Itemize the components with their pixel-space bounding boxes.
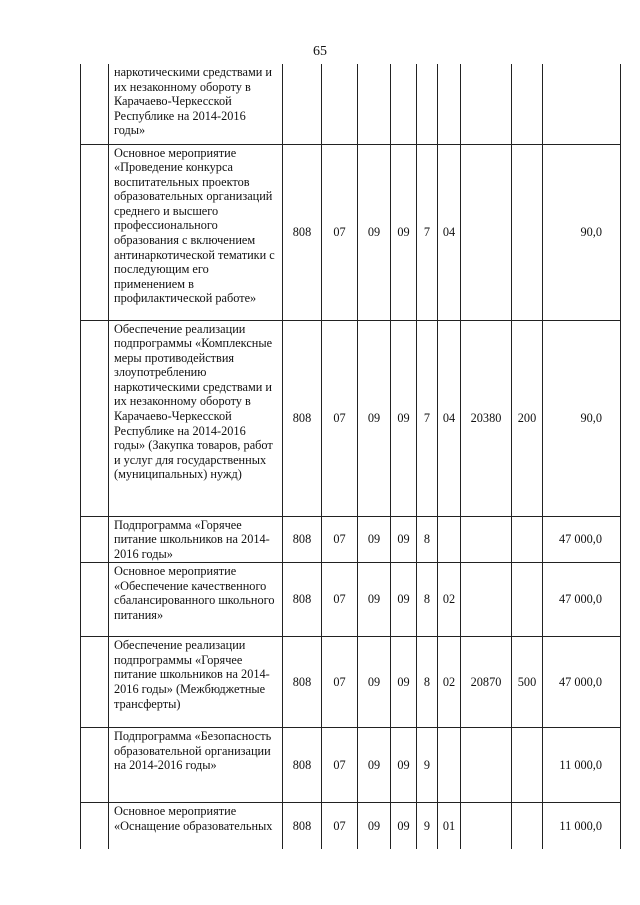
activity-code-cell: 02 — [438, 637, 461, 728]
row-number-cell — [81, 563, 109, 637]
program-name-cell: Обеспечение реализации подпрограммы «Горячее питание школьников на 2014-2016 годы» (Межбюджетные трансферты) — [109, 637, 283, 728]
subprogram-code-cell: 8 — [417, 637, 438, 728]
ministry-code-cell: 808 — [283, 803, 322, 849]
program-name-cell: Подпрограмма «Безопасность образовательной организации на 2014-2016 годы» — [109, 728, 283, 803]
program-code-cell: 09 — [391, 563, 417, 637]
table-row — [81, 637, 621, 728]
expense-type-code-cell — [512, 728, 543, 803]
subsection-code-cell: 09 — [358, 803, 391, 849]
ministry-code-cell — [283, 64, 322, 144]
ministry-code-cell: 808 — [283, 728, 322, 803]
table-row — [81, 144, 621, 320]
budget-table — [80, 64, 621, 849]
subprogram-code-cell: 8 — [417, 563, 438, 637]
section-code-cell: 07 — [322, 320, 358, 516]
section-code-cell: 07 — [322, 637, 358, 728]
expense-type-code-cell — [512, 516, 543, 563]
program-code-cell: 09 — [391, 728, 417, 803]
program-code-cell: 09 — [391, 803, 417, 849]
table-row — [81, 803, 621, 849]
program-code-cell: 09 — [391, 516, 417, 563]
subsection-code-cell — [358, 64, 391, 144]
activity-code-cell: 01 — [438, 803, 461, 849]
expense-type-code-cell — [512, 64, 543, 144]
program-name-cell: наркотическими средствами и их незаконному обороту в Карачаево-Черкесской Республике на 2014-2016 годы» — [109, 64, 283, 144]
amount-cell: 90,0 — [543, 144, 621, 320]
table-row — [81, 320, 621, 516]
direction-code-cell — [461, 728, 512, 803]
expense-type-code-cell: 500 — [512, 637, 543, 728]
direction-code-cell — [461, 563, 512, 637]
program-name-cell: Основное мероприятие «Оснащение образовательных — [109, 803, 283, 849]
direction-code-cell: 20380 — [461, 320, 512, 516]
amount-cell: 47 000,0 — [543, 563, 621, 637]
row-number-cell — [81, 728, 109, 803]
section-code-cell: 07 — [322, 563, 358, 637]
expense-type-code-cell — [512, 563, 543, 637]
amount-cell — [543, 64, 621, 144]
subprogram-code-cell: 8 — [417, 516, 438, 563]
table-row — [81, 64, 621, 144]
subsection-code-cell: 09 — [358, 563, 391, 637]
program-name-cell: Основное мероприятие «Обеспечение качественного сбалансированного школьного питания» — [109, 563, 283, 637]
row-number-cell — [81, 320, 109, 516]
direction-code-cell — [461, 803, 512, 849]
subprogram-code-cell — [417, 64, 438, 144]
subsection-code-cell: 09 — [358, 637, 391, 728]
section-code-cell: 07 — [322, 728, 358, 803]
ministry-code-cell: 808 — [283, 320, 322, 516]
page-number: 65 — [313, 44, 327, 59]
amount-cell: 90,0 — [543, 320, 621, 516]
subsection-code-cell: 09 — [358, 516, 391, 563]
ministry-code-cell: 808 — [283, 516, 322, 563]
table-row — [81, 563, 621, 637]
subprogram-code-cell: 7 — [417, 144, 438, 320]
program-code-cell: 09 — [391, 144, 417, 320]
row-number-cell — [81, 144, 109, 320]
amount-cell: 11 000,0 — [543, 803, 621, 849]
amount-cell: 47 000,0 — [543, 516, 621, 563]
section-code-cell: 07 — [322, 144, 358, 320]
ministry-code-cell: 808 — [283, 637, 322, 728]
program-name-cell: Основное мероприятие «Проведение конкурса воспитательных проектов образовательных организаций среднего и высшего профессионального образования с включением антинаркотической тематики с последующим его применением в профилактической работе» — [109, 144, 283, 320]
expense-type-code-cell — [512, 803, 543, 849]
budget-table-container — [80, 64, 620, 849]
program-code-cell: 09 — [391, 320, 417, 516]
section-code-cell: 07 — [322, 516, 358, 563]
subsection-code-cell: 09 — [358, 728, 391, 803]
direction-code-cell — [461, 144, 512, 320]
row-number-cell — [81, 516, 109, 563]
row-number-cell — [81, 637, 109, 728]
subprogram-code-cell: 9 — [417, 803, 438, 849]
activity-code-cell — [438, 64, 461, 144]
activity-code-cell: 04 — [438, 320, 461, 516]
subprogram-code-cell: 9 — [417, 728, 438, 803]
program-code-cell: 09 — [391, 637, 417, 728]
row-number-cell — [81, 64, 109, 144]
expense-type-code-cell: 200 — [512, 320, 543, 516]
subsection-code-cell: 09 — [358, 144, 391, 320]
direction-code-cell — [461, 64, 512, 144]
activity-code-cell: 02 — [438, 563, 461, 637]
ministry-code-cell: 808 — [283, 144, 322, 320]
direction-code-cell — [461, 516, 512, 563]
program-name-cell: Обеспечение реализации подпрограммы «Комплексные меры противодействия злоупотреблению наркотическими средствами и их незаконному обороту в Карачаево-Черкесской Республике на 2014-2016 годы» (Закупка товаров, работ и услуг для государственных (муниципальных) нужд) — [109, 320, 283, 516]
subprogram-code-cell: 7 — [417, 320, 438, 516]
activity-code-cell — [438, 516, 461, 563]
direction-code-cell: 20870 — [461, 637, 512, 728]
expense-type-code-cell — [512, 144, 543, 320]
activity-code-cell — [438, 728, 461, 803]
table-row — [81, 728, 621, 803]
subsection-code-cell: 09 — [358, 320, 391, 516]
ministry-code-cell: 808 — [283, 563, 322, 637]
amount-cell: 47 000,0 — [543, 637, 621, 728]
amount-cell: 11 000,0 — [543, 728, 621, 803]
program-code-cell — [391, 64, 417, 144]
table-row — [81, 516, 621, 563]
activity-code-cell: 04 — [438, 144, 461, 320]
section-code-cell — [322, 64, 358, 144]
row-number-cell — [81, 803, 109, 849]
program-name-cell: Подпрограмма «Горячее питание школьников на 2014-2016 годы» — [109, 516, 283, 563]
section-code-cell: 07 — [322, 803, 358, 849]
